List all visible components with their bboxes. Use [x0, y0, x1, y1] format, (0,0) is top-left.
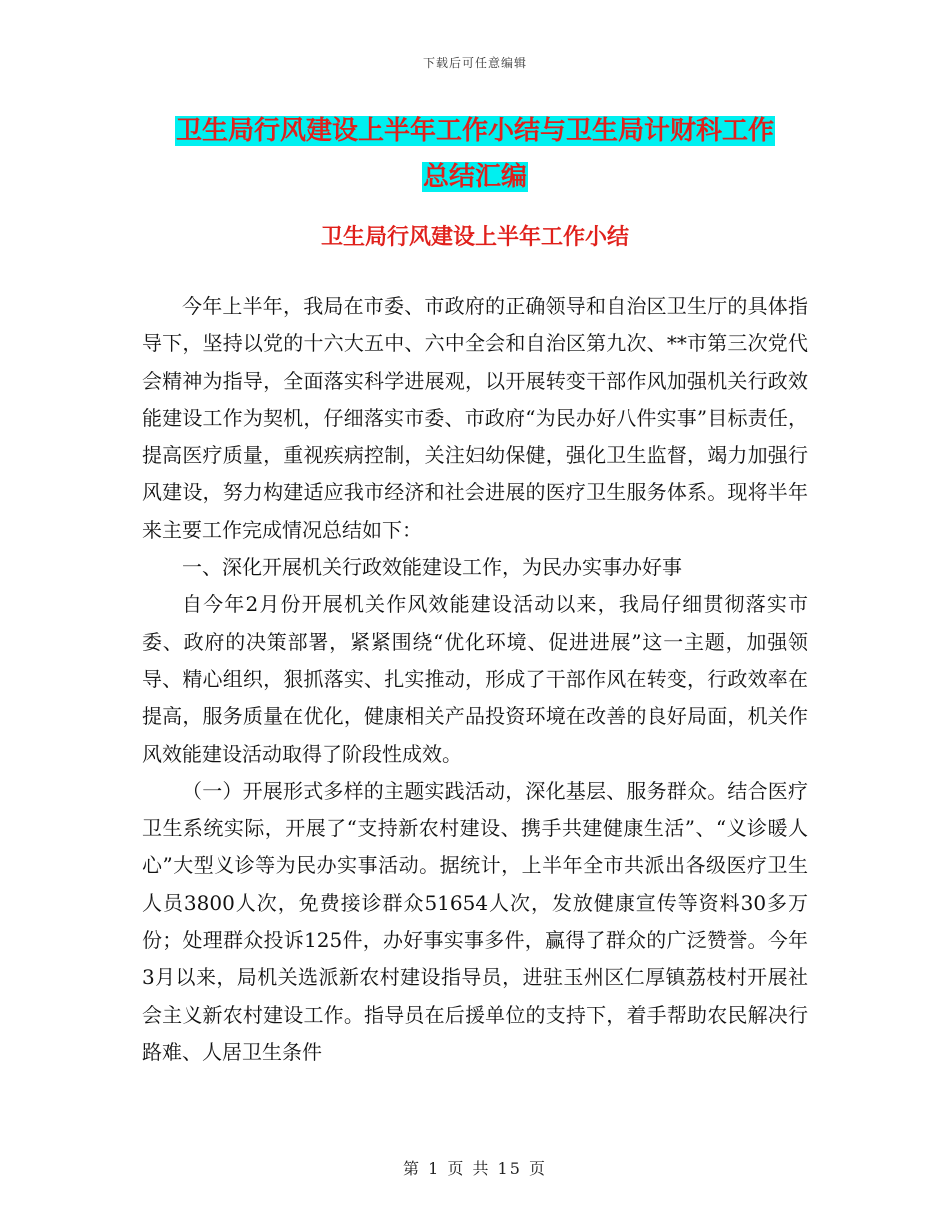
paragraph-intro: 今年上半年，我局在市委、市政府的正确领导和自治区卫生厅的具体指导下，坚持以党的十六大五中、六中全会和自治区第九次、**市第三次党代会精神为指导，全面落实科学进展观，以开展转变干部作风加强机关行政效能建设工作为契机，仔细落实市委、市政府“为民办好八件实事”目标责任，提高医疗质量，重视疾病控制，关注妇幼保健，强化卫生监督，竭力加强行风建设，努力构建适应我市经济和社会进展的医疗卫生服务体系。现将半年来主要工作完成情况总结如下：: [142, 294, 808, 542]
body-text: [142, 288, 808, 1071]
section-title: 卫生局行风建设上半年工作小结: [320, 225, 629, 250]
page-number-footer: 第 1 页 共 15 页: [403, 1159, 547, 1178]
document-title: [0, 108, 950, 200]
paragraph-3: （一）开展形式多样的主题实践活动，深化基层、服务群众。结合医疗卫生系统实际，开展了“支持新农村建设、携手共建健康生活”、“义诊暖人心”大型义诊等为民办实事活动。据统计，上半年全市共派出各级医疗卫生人员3800人次，免费接诊群众51654人次，发放健康宣传等资料30多万份；处理群众投诉125件，办好事实事多件，赢得了群众的广泛赞誉。今年3月以来，局机关选派新农村建设指导员，进驻玉州区仁厚镇荔枝村开展社会主义新农村建设工作。指导员在后援单位的支持下，着手帮助农民解决行路难、人居卫生条件: [142, 778, 808, 1064]
paragraph-2: 自今年2月份开展机关作风效能建设活动以来，我局仔细贯彻落实市委、政府的决策部署，紧紧围绕“优化环境、促进进展”这一主题，加强领导、精心组织，狠抓落实、扎实推动，形成了干部作风在转变，行政效率在提高，服务质量在优化，健康相关产品投资环境在改善的良好局面，机关作风效能建设活动取得了阶段性成效。: [142, 592, 808, 766]
title-line-2: 总结汇编: [422, 162, 527, 192]
paragraph-heading-1: 一、深化开展机关行政效能建设工作，为民办实事办好事: [182, 555, 682, 580]
title-line-1: 卫生局行风建设上半年工作小结与卫生局计财科工作: [175, 116, 774, 146]
header-note: 下载后可任意编辑: [422, 56, 527, 70]
